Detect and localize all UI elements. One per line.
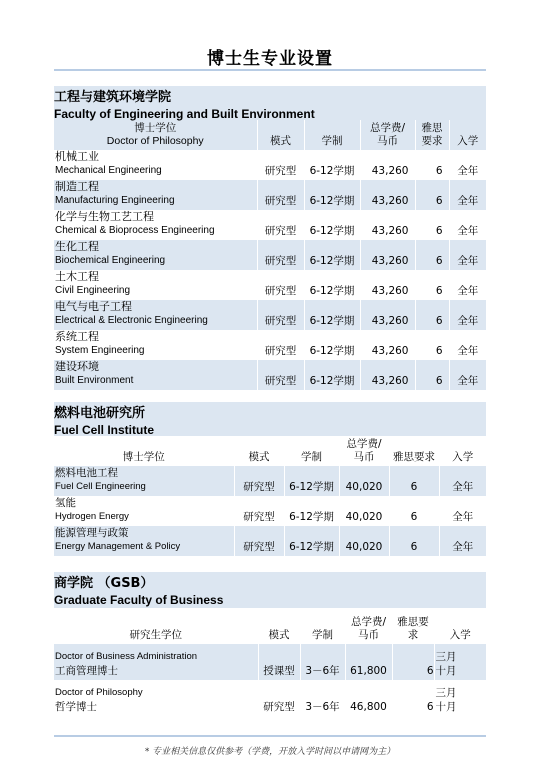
header-mode: 模式 bbox=[258, 608, 300, 644]
table-row bbox=[54, 680, 486, 716]
program-table bbox=[54, 120, 486, 390]
header-degree: 博士学位 Doctor of Philosophy bbox=[54, 120, 257, 150]
duration-cell: 6-12学期 bbox=[304, 150, 360, 180]
fee-cell: 40,020 bbox=[339, 526, 389, 556]
program-name: 建设环境 Built Environment bbox=[54, 360, 257, 390]
header-degree: 研究生学位 bbox=[54, 608, 258, 644]
section-title-en: Fuel Cell Institute bbox=[54, 423, 155, 437]
intake-cell: 全年 bbox=[449, 180, 486, 210]
mode-cell: 研究型 bbox=[257, 180, 304, 210]
program-name: 化学与生物工艺工程 Chemical & Bioprocess Engineering bbox=[54, 210, 257, 240]
ielts-cell: 6 bbox=[392, 644, 434, 680]
mode-cell: 研究型 bbox=[257, 210, 304, 240]
ielts-cell: 6 bbox=[389, 466, 439, 496]
duration-cell: 6-12学期 bbox=[284, 496, 339, 526]
intake-cell: 全年 bbox=[457, 285, 479, 297]
ielts-cell: 6 bbox=[415, 330, 449, 360]
program-name: 氢能 Hydrogen Energy bbox=[54, 496, 234, 526]
duration-cell: 3－6年 bbox=[300, 644, 345, 680]
table-row bbox=[54, 180, 486, 210]
intake-cell: 全年 bbox=[449, 240, 486, 270]
footnote: * 专业相关信息仅供参考（学费，开放入学时间以申请网为主） bbox=[144, 747, 396, 757]
duration-cell: 6-12学期 bbox=[304, 240, 360, 270]
fee-cell: 43,260 bbox=[360, 360, 415, 390]
mode-cell: 研究型 bbox=[257, 150, 304, 180]
section-fuel-cell bbox=[54, 402, 486, 556]
section-header bbox=[54, 402, 486, 436]
header-ielts: 雅思要求 bbox=[389, 436, 439, 466]
header-intake: 入学 bbox=[449, 120, 486, 150]
ielts-cell: 6 bbox=[415, 270, 449, 300]
page-title: 博士生专业设置 bbox=[207, 49, 333, 69]
intake-cell: 三月 十月 bbox=[434, 644, 486, 680]
fee-cell: 43,260 bbox=[360, 270, 415, 300]
program-name: Doctor of Philosophy 哲学博士 bbox=[54, 680, 258, 716]
table-row bbox=[54, 270, 486, 300]
program-name: 生化工程 Biochemical Engineering bbox=[54, 240, 257, 270]
program-name: 机械工业 Mechanical Engineering bbox=[54, 150, 257, 180]
fee-cell: 46,800 bbox=[345, 680, 392, 716]
intake-cell: 三月 十月 bbox=[435, 687, 457, 713]
header-fee: 总学费/ 马币 bbox=[345, 608, 392, 644]
program-name: 土木工程 Civil Engineering bbox=[54, 270, 257, 300]
mode-cell: 研究型 bbox=[257, 330, 304, 360]
program-name: 电气与电子工程 Electrical & Electronic Engineering bbox=[54, 300, 257, 330]
ielts-cell: 6 bbox=[389, 526, 439, 556]
ielts-cell: 6 bbox=[415, 240, 449, 270]
table-row bbox=[54, 496, 486, 526]
section-title-en: Graduate Faculty of Business bbox=[54, 593, 224, 607]
header-fee: 总学费/ 马币 bbox=[339, 436, 389, 466]
fee-cell: 43,260 bbox=[360, 210, 415, 240]
mode-cell: 研究型 bbox=[234, 526, 284, 556]
program-table bbox=[54, 436, 486, 556]
table-header-row bbox=[54, 608, 486, 644]
duration-cell: 6-12学期 bbox=[304, 270, 360, 300]
mode-cell: 研究型 bbox=[257, 270, 304, 300]
program-name: Doctor of Business Administration 工商管理博士 bbox=[54, 644, 258, 680]
header-degree: 博士学位 bbox=[54, 436, 234, 466]
mode-cell: 研究型 bbox=[257, 360, 304, 390]
intake-cell: 全年 bbox=[439, 526, 486, 556]
program-name: 制造工程 Manufacturing Engineering bbox=[54, 180, 257, 210]
table-row bbox=[54, 526, 486, 556]
header-mode: 模式 bbox=[257, 120, 304, 150]
duration-cell: 6-12学期 bbox=[284, 466, 339, 496]
header-duration: 学制 bbox=[300, 608, 345, 644]
table-row bbox=[54, 210, 486, 240]
table-row bbox=[54, 466, 486, 496]
table-row bbox=[54, 330, 486, 360]
ielts-cell: 6 bbox=[415, 360, 449, 390]
fee-cell: 43,260 bbox=[360, 300, 415, 330]
header-fee: 总学费/ 马币 bbox=[360, 120, 415, 150]
table-row bbox=[54, 644, 486, 680]
mode-cell: 授课型 bbox=[258, 644, 300, 680]
section-header bbox=[54, 572, 486, 608]
section-title-cn: 工程与建筑环境学院 bbox=[54, 90, 172, 105]
intake-cell: 全年 bbox=[452, 511, 474, 523]
intake-cell: 全年 bbox=[449, 300, 486, 330]
section-business bbox=[54, 572, 486, 716]
table-row bbox=[54, 240, 486, 270]
mode-cell: 研究型 bbox=[258, 680, 300, 716]
fee-cell: 43,260 bbox=[360, 180, 415, 210]
intake-cell: 全年 bbox=[457, 345, 479, 357]
program-table bbox=[54, 608, 486, 716]
table-header-row bbox=[54, 120, 486, 150]
mode-cell: 研究型 bbox=[257, 240, 304, 270]
fee-cell: 43,260 bbox=[360, 240, 415, 270]
table-row bbox=[54, 300, 486, 330]
fee-cell: 61,800 bbox=[345, 644, 392, 680]
header-duration: 学制 bbox=[284, 436, 339, 466]
ielts-cell: 6 bbox=[415, 210, 449, 240]
fee-cell: 43,260 bbox=[360, 330, 415, 360]
table-header-row bbox=[54, 436, 486, 466]
intake-cell: 全年 bbox=[457, 165, 479, 177]
header-mode: 模式 bbox=[234, 436, 284, 466]
bottom-divider bbox=[54, 735, 486, 737]
duration-cell: 6-12学期 bbox=[284, 526, 339, 556]
duration-cell: 6-12学期 bbox=[304, 210, 360, 240]
fee-cell: 40,020 bbox=[339, 466, 389, 496]
intake-cell: 全年 bbox=[439, 466, 486, 496]
section-engineering bbox=[54, 86, 486, 390]
header-ielts: 雅思 要求 bbox=[415, 120, 449, 150]
ielts-cell: 6 bbox=[389, 496, 439, 526]
ielts-cell: 6 bbox=[415, 180, 449, 210]
mode-cell: 研究型 bbox=[257, 300, 304, 330]
mode-cell: 研究型 bbox=[234, 466, 284, 496]
header-ielts: 雅思要 求 bbox=[392, 608, 434, 644]
ielts-cell: 6 bbox=[392, 680, 434, 716]
header-intake: 入学 bbox=[449, 629, 471, 641]
duration-cell: 6-12学期 bbox=[304, 180, 360, 210]
ielts-cell: 6 bbox=[415, 150, 449, 180]
table-row bbox=[54, 150, 486, 180]
section-title-en: Faculty of Engineering and Built Environment bbox=[54, 107, 315, 121]
mode-cell: 研究型 bbox=[234, 496, 284, 526]
duration-cell: 3－6年 bbox=[300, 680, 345, 716]
section-title-cn: 商学院 （GSB） bbox=[54, 576, 154, 591]
program-name: 系统工程 System Engineering bbox=[54, 330, 257, 360]
duration-cell: 6-12学期 bbox=[304, 330, 360, 360]
table-row bbox=[54, 360, 486, 390]
top-divider bbox=[54, 69, 486, 71]
intake-cell: 全年 bbox=[449, 360, 486, 390]
section-title-cn: 燃料电池研究所 bbox=[54, 406, 146, 421]
ielts-cell: 6 bbox=[415, 300, 449, 330]
duration-cell: 6-12学期 bbox=[304, 360, 360, 390]
header-duration: 学制 bbox=[304, 120, 360, 150]
header-intake: 入学 bbox=[452, 451, 474, 463]
fee-cell: 40,020 bbox=[339, 496, 389, 526]
intake-cell: 全年 bbox=[457, 225, 479, 237]
duration-cell: 6-12学期 bbox=[304, 300, 360, 330]
section-header bbox=[54, 86, 486, 120]
program-name: 燃料电池工程 Fuel Cell Engineering bbox=[54, 466, 234, 496]
program-name: 能源管理与政策 Energy Management & Policy bbox=[54, 526, 234, 556]
fee-cell: 43,260 bbox=[360, 150, 415, 180]
